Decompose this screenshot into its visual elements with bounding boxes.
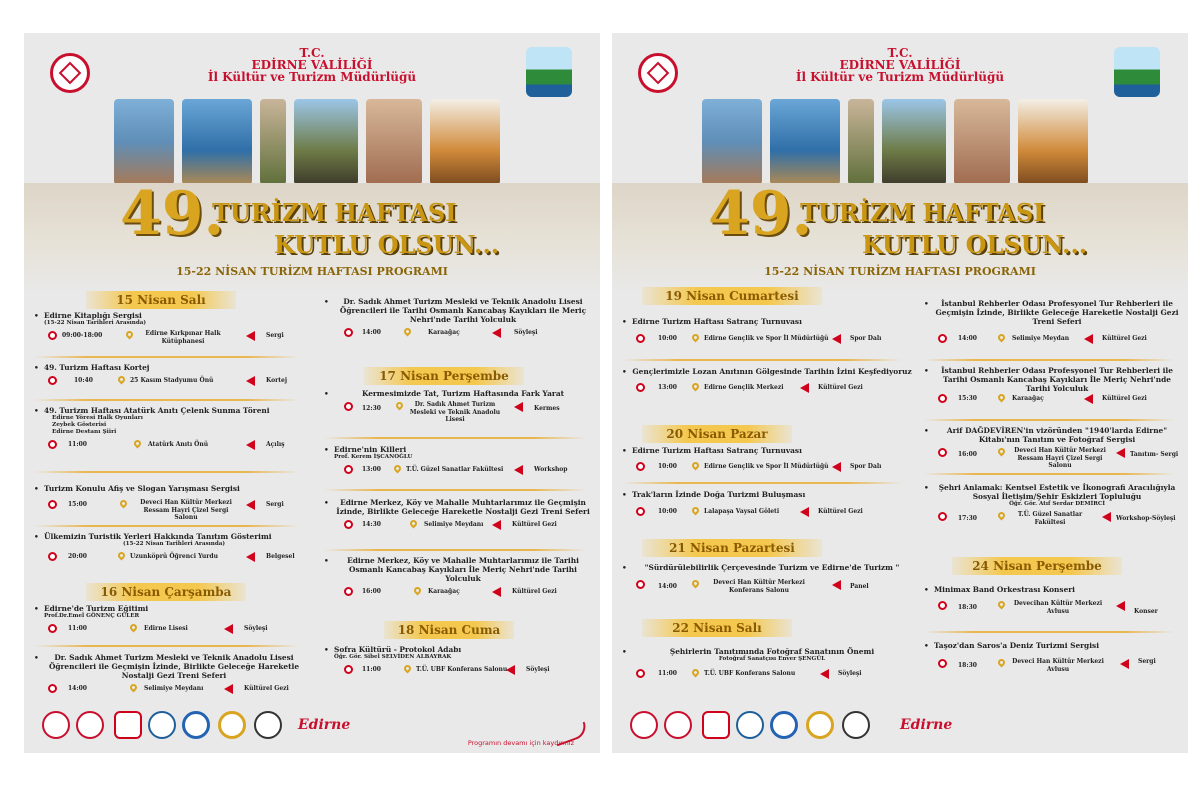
clock-icon	[636, 383, 645, 392]
edition-number: 49.	[120, 179, 225, 249]
event-item	[324, 556, 592, 606]
event-location: 25 Kasım Stadyumu Önü	[130, 377, 214, 384]
event-item	[324, 445, 592, 484]
megaphone-icon	[514, 402, 523, 412]
event-title: • 49. Turizm Haftası Atatürk Anıtı Çelenk Sunma Töreni	[34, 406, 304, 415]
clock-icon	[344, 665, 353, 674]
divider	[924, 473, 1174, 475]
event-item	[622, 446, 912, 481]
clock-icon	[636, 334, 645, 343]
ministry-emblem-icon	[42, 711, 70, 739]
event-item	[324, 297, 592, 347]
edirne-municipality-logo	[114, 711, 142, 739]
event-type: Konser	[1134, 608, 1158, 615]
event-location: T.Ü. Güzel Sanatlar Fakültesi	[1017, 511, 1083, 526]
event-type: Kültürel Gezi	[818, 508, 863, 515]
event-item	[34, 406, 304, 459]
location-pin-icon	[125, 330, 135, 340]
edirne-photo-banner	[702, 99, 1092, 185]
poster-right	[612, 33, 1188, 753]
event-item	[34, 484, 304, 519]
event-time: 09:00-18:00	[62, 332, 103, 339]
event-subtitle: (15-22 Nisan Tarihleri Arasında)	[122, 541, 226, 547]
location-pin-icon	[997, 511, 1007, 521]
event-time: 11:00	[68, 441, 87, 448]
event-title: • Edirne Kitaplığı Sergisi	[34, 311, 304, 320]
event-time: 18:30	[958, 604, 977, 611]
clock-icon	[636, 669, 645, 678]
event-location: Edirne Gençlik ve Spor İl Müdürlüğü	[704, 335, 829, 342]
event-item	[34, 532, 304, 571]
clock-icon	[636, 462, 645, 471]
megaphone-icon	[1116, 448, 1125, 458]
location-pin-icon	[133, 439, 143, 449]
event-location: Deveci Han Kültür Merkezi Avlusu	[1012, 658, 1104, 673]
location-pin-icon	[117, 375, 127, 385]
title-line-1: TURİZM HAFTASI	[800, 198, 1045, 227]
divider	[924, 359, 1174, 361]
event-time: 14:00	[68, 685, 87, 692]
seal-emblem-icon	[770, 711, 798, 739]
event-time: 14:00	[958, 335, 977, 342]
event-type: Kültürel Gezi	[818, 384, 863, 391]
location-pin-icon	[691, 461, 701, 471]
event-location: Selimiye Meydan	[1012, 335, 1070, 342]
event-item	[34, 653, 304, 703]
divider	[622, 359, 902, 361]
event-subtitle: Prof.Dr.Emel GÖNENÇ GÜLER	[44, 613, 140, 619]
event-item	[324, 389, 592, 425]
mosque-emblem-icon	[842, 711, 870, 739]
poster-header	[612, 47, 1188, 83]
megaphone-icon	[492, 328, 501, 338]
megaphone-icon	[246, 331, 255, 341]
event-time: 11:00	[658, 670, 677, 677]
event-time: 16:00	[362, 588, 381, 595]
day-header-22: 22 Nisan Salı	[642, 619, 792, 637]
divider	[34, 471, 299, 473]
megaphone-icon	[1102, 512, 1111, 522]
location-pin-icon	[691, 668, 701, 678]
divider	[34, 525, 299, 527]
event-title: • İstanbul Rehberler Odası Profesyonel Tur Rehberleri ile Geçmişin İzinde, Birlikte Geleceğe Hareketle Nostalji Gezi Treni Seferi	[924, 299, 1180, 326]
event-time: 14:30	[362, 521, 381, 528]
clock-icon	[344, 520, 353, 529]
edirne-municipality-logo	[702, 711, 730, 739]
divider	[924, 631, 1174, 633]
event-item	[324, 498, 592, 539]
event-title: • Arif DAĞDEVİREN'in vizöründen "1940'larda Edirne" Kitabı'nın Tanıtım ve Fotoğraf Sergisi	[924, 426, 1180, 444]
event-title: • "Sürdürülebilirlik Çerçevesinde Turizm ve Edirne'de Turizm "	[622, 563, 912, 572]
event-type: Sergi	[266, 501, 284, 508]
clock-icon	[344, 402, 353, 411]
event-item	[622, 647, 912, 688]
event-location: Atatürk Anıtı Önü	[148, 441, 209, 448]
event-type: Kortej	[266, 377, 288, 384]
mosque-emblem-icon	[254, 711, 282, 739]
edirne-brand-logo: Edirne	[298, 717, 351, 733]
event-time: 10:40	[74, 377, 93, 384]
location-pin-icon	[691, 333, 701, 343]
event-type: Söyleşi	[838, 670, 862, 677]
event-time: 12:30	[362, 405, 381, 412]
event-type: Spor Dalı	[850, 335, 882, 342]
event-time: 11:00	[68, 625, 87, 632]
divider	[324, 437, 586, 439]
day-header-16: 16 Nisan Çarşamba	[86, 583, 246, 601]
poster-header	[24, 47, 600, 83]
day-header-15: 15 Nisan Salı	[86, 291, 236, 309]
event-time: 18:30	[958, 662, 977, 669]
divider	[924, 419, 1174, 421]
event-time: 10:00	[658, 463, 677, 470]
event-location: Edirne Lisesi	[144, 625, 188, 632]
event-title: • Turizm Konulu Afiş ve Slogan Yarışması Sergisi	[34, 484, 304, 493]
divider	[324, 489, 586, 491]
event-type: Söyleşi	[526, 666, 550, 673]
event-location: T.Ü. Güzel Sanatlar Fakültesi	[406, 466, 504, 473]
clock-icon	[48, 500, 57, 509]
clock-icon	[344, 328, 353, 337]
school-emblem-icon	[806, 711, 834, 739]
event-title: • Edirne Turizm Haftası Satranç Turnuvası	[622, 446, 912, 455]
event-time: 15:30	[958, 395, 977, 402]
megaphone-icon	[1120, 659, 1129, 669]
event-location: Karaağaç	[1012, 395, 1044, 402]
event-location: Deveci Han Kültür Merkezi Konferans Salonu	[713, 579, 805, 594]
day-header-21: 21 Nisan Pazartesi	[642, 539, 822, 557]
bridge-emblem-icon	[148, 711, 176, 739]
event-title: • Şehirlerin Tanıtımında Fotoğraf Sanatının Önemi	[622, 647, 912, 656]
location-pin-icon	[409, 519, 419, 529]
event-time: 13:00	[362, 466, 381, 473]
event-title: • Edirne'nin Killeri	[324, 445, 592, 454]
school-emblem-icon	[218, 711, 246, 739]
event-type: Workshop-Söyleşi	[1116, 515, 1176, 522]
poster-left	[24, 33, 600, 753]
megaphone-icon	[800, 383, 809, 393]
location-pin-icon	[129, 683, 139, 693]
event-location: Lalapaşa Vaysal Göleti	[704, 508, 780, 515]
location-pin-icon	[117, 551, 127, 561]
megaphone-icon	[1084, 394, 1093, 404]
event-time: 14:00	[658, 583, 677, 590]
divider	[324, 549, 586, 551]
ministry-emblem-icon	[630, 711, 658, 739]
megaphone-icon	[246, 552, 255, 562]
event-time: 20:00	[68, 553, 87, 560]
event-item	[34, 604, 304, 643]
event-item	[34, 311, 304, 350]
event-location: Karaağaç	[428, 588, 460, 595]
event-type: Workshop	[534, 466, 568, 473]
location-pin-icon	[997, 600, 1007, 610]
event-location: Uzunköprü Öğrenci Yurdu	[130, 553, 218, 560]
program-title: 15-22 NİSAN TURİZM HAFTASI PROGRAMI	[176, 265, 448, 278]
event-type: Panel	[850, 583, 869, 590]
event-title: • Dr. Sadık Ahmet Turizm Mesleki ve Teknik Anadolu Lisesi Öğrencileri ile Tarihi Osmanlı Kancabaş Kayıkları ile Meriç Nehri'nde Tarihi Yolculuk	[324, 297, 592, 324]
header-tc: T.C.	[887, 46, 913, 60]
event-type: Kültürel Gezi	[1102, 395, 1147, 402]
event-item	[924, 299, 1180, 353]
event-location: Dr. Sadık Ahmet Turizm Mesleki ve Teknik Anadolu Lisesi	[409, 401, 501, 423]
event-location: Selimiye Meydanı	[424, 521, 484, 528]
location-pin-icon	[413, 586, 423, 596]
clock-icon	[636, 580, 645, 589]
event-time: 15:00	[68, 501, 87, 508]
governorship-logo	[526, 47, 572, 97]
event-title: • İstanbul Rehberler Odası Profesyonel Tur Rehberleri ile Tarihi Osmanlı Kancabaş Kayıkları İle Meriç Nehri'nde Tarihi Yolculuk	[924, 366, 1180, 393]
university-emblem-icon	[664, 711, 692, 739]
location-pin-icon	[997, 333, 1007, 343]
event-time: 11:00	[362, 666, 381, 673]
clock-icon	[344, 465, 353, 474]
location-pin-icon	[691, 382, 701, 392]
event-type: Tanıtım- Sergi	[1130, 451, 1179, 458]
edirne-photo-banner	[114, 99, 504, 185]
megaphone-icon	[224, 684, 233, 694]
event-location: Devecihan Kültür Merkezi Avlusu	[1013, 600, 1103, 615]
megaphone-icon	[514, 465, 523, 475]
sponsor-logos	[630, 707, 1170, 749]
event-title: • Edirne Turizm Haftası Satranç Turnuvası	[622, 317, 912, 326]
event-item	[924, 641, 1180, 682]
edition-number: 49.	[708, 179, 813, 249]
event-item	[622, 317, 912, 353]
clock-icon	[938, 601, 947, 610]
divider	[34, 356, 299, 358]
location-pin-icon	[997, 447, 1007, 457]
header-governorship: EDİRNE VALİLİĞİ	[251, 58, 373, 72]
clock-icon	[938, 394, 947, 403]
event-item	[622, 563, 912, 603]
event-type: Kermes	[534, 405, 560, 412]
day-header-17: 17 Nisan Perşembe	[364, 367, 524, 385]
event-title: • Edirne Merkez, Köy ve Mahalle Muhtarlarımız ile Geçmişin İzinde, Birlikte Geleceğe Hareketle Nostalji Gezi Treni Seferi	[324, 498, 592, 516]
event-location: T.Ü. UBF Konferans Salonu	[416, 666, 508, 673]
event-location: T.Ü. UBF Konferans Salonu	[704, 670, 796, 677]
location-pin-icon	[997, 393, 1007, 403]
megaphone-icon	[1116, 601, 1125, 611]
clock-icon	[48, 684, 57, 693]
event-title: • Edirne Merkez, Köy ve Mahalle Muhtarlarımız ile Tarihi Osmanlı Kancabaş Kayıkları İle Meriç Nehri'nde Tarihi Yolculuk	[324, 556, 592, 583]
megaphone-icon	[800, 507, 809, 517]
megaphone-icon	[820, 669, 829, 679]
event-item	[622, 367, 912, 402]
location-pin-icon	[393, 464, 403, 474]
megaphone-icon	[492, 587, 501, 597]
program-title: 15-22 NİSAN TURİZM HAFTASI PROGRAMI	[764, 265, 1036, 278]
header-directorate: İl Kültür ve Turizm Müdürlüğü	[207, 70, 417, 84]
event-subtitle: (15-22 Nisan Tarihleri Arasında)	[44, 320, 147, 326]
location-pin-icon	[997, 658, 1007, 668]
location-pin-icon	[691, 579, 701, 589]
event-title: • Sofra Kültürü - Protokol Adabı	[324, 645, 592, 654]
event-title: • Ülkemizin Turistik Yerleri Hakkında Tanıtım Gösterimi	[34, 532, 304, 541]
event-type: Kültürel Gezi	[1102, 335, 1147, 342]
event-type: Kültürel Gezi	[244, 685, 289, 692]
event-item	[924, 483, 1180, 535]
clock-icon	[938, 659, 947, 668]
megaphone-icon	[246, 440, 255, 450]
event-location: Deveci Han Kültür Merkezi Ressam Hayri Çizel Sergi Salonu	[1014, 447, 1106, 469]
event-item	[324, 645, 592, 684]
bridge-emblem-icon	[736, 711, 764, 739]
day-header-18: 18 Nisan Cuma	[384, 621, 514, 639]
event-title: • Minimax Band Orkestrası Konseri	[924, 585, 1180, 594]
event-location: Selimiye Meydanı	[144, 685, 204, 692]
location-pin-icon	[403, 664, 413, 674]
day-header-19: 19 Nisan Cumartesi	[642, 287, 822, 305]
event-type: Açılış	[266, 441, 285, 448]
event-bullet: Edirne Yöresi Halk Oyunları	[52, 415, 143, 421]
location-pin-icon	[403, 327, 413, 337]
clock-icon	[48, 376, 57, 385]
megaphone-icon	[832, 580, 841, 590]
clock-icon	[48, 331, 57, 340]
clock-icon	[344, 587, 353, 596]
event-time: 10:00	[658, 335, 677, 342]
event-location: Karaağaç	[428, 329, 460, 336]
edirne-brand-logo: Edirne	[900, 717, 953, 733]
event-subtitle: Prof. Kerem İŞCANOĞLU	[334, 454, 413, 460]
event-item	[622, 490, 912, 526]
event-location: Edirne Gençlik Merkezi	[704, 384, 784, 391]
megaphone-icon	[1084, 334, 1093, 344]
event-title: • Gençlerimizle Lozan Anıtının Gölgesinde Tarihin İzini Keşfediyoruz	[622, 367, 912, 376]
seal-emblem-icon	[182, 711, 210, 739]
event-time: 13:00	[658, 384, 677, 391]
location-pin-icon	[691, 506, 701, 516]
event-type: Kültürel Gezi	[512, 588, 557, 595]
day-header-24: 24 Nisan Perşembe	[952, 557, 1122, 575]
day-header-20: 20 Nisan Pazar	[642, 425, 792, 443]
event-type: Belgesel	[266, 553, 295, 560]
header-tc: T.C.	[299, 46, 325, 60]
clock-icon	[48, 624, 57, 633]
event-time: 14:00	[362, 329, 381, 336]
clock-icon	[636, 507, 645, 516]
governorship-logo	[1114, 47, 1160, 97]
event-item	[924, 366, 1180, 413]
megaphone-icon	[506, 665, 515, 675]
continue-note: Programın devamı için kaydırınız	[467, 739, 574, 747]
event-title: • Trak'ların İzinde Doğa Turizmi Buluşması	[622, 490, 912, 499]
event-type: Spor Dalı	[850, 463, 882, 470]
event-item	[924, 426, 1180, 471]
event-title: • Edirne'de Turizm Eğitimi	[34, 604, 304, 613]
title-line-2: KUTLU OLSUN...	[862, 230, 1088, 259]
event-item	[34, 363, 304, 395]
megaphone-icon	[492, 520, 501, 530]
megaphone-icon	[246, 500, 255, 510]
megaphone-icon	[832, 334, 841, 344]
event-type: Sergi	[266, 332, 284, 339]
title-line-2: KUTLU OLSUN...	[274, 230, 500, 259]
event-bullet: Edirne Destanı Şiiri	[52, 429, 117, 435]
event-bullet: Zeybek Gösterisi	[52, 422, 107, 428]
event-title: • Dr. Sadık Ahmet Turizm Mesleki ve Teknik Anadolu Lisesi Öğrencileri ile Geçmişin İzinde, Birlikte Geleceğe Hareketle Nostalji Gezi Treni Seferi	[34, 653, 304, 680]
event-time: 17:30	[958, 515, 977, 522]
megaphone-icon	[224, 624, 233, 634]
clock-icon	[938, 448, 947, 457]
clock-icon	[48, 440, 57, 449]
event-subtitle: Öğr. Gör. Atıf Serdar DEMİRCİ	[1009, 501, 1105, 507]
title-line-1: TURİZM HAFTASI	[212, 198, 457, 227]
event-title: • Kermesimizde Tat, Turizm Haftasında Fark Yarat	[324, 389, 592, 398]
event-type: Sergi	[1138, 658, 1156, 665]
event-type: Söyleşi	[514, 329, 538, 336]
event-title: • Şehri Anlamak: Kentsel Estetik ve İkonografi Aracılığıyla Sosyal İletişim/Şehir Eskizleri Topluluğu	[924, 483, 1180, 501]
location-pin-icon	[129, 623, 139, 633]
location-pin-icon	[119, 499, 129, 509]
event-location: Edirne Kırkpınar Halk Kütüphanesi	[145, 330, 221, 345]
divider	[34, 399, 299, 401]
event-location: Edirne Gençlik ve Spor İl Müdürlüğü	[704, 463, 829, 470]
event-title: • Taşoz'dan Saros'a Deniz Turizmi Sergisi	[924, 641, 1180, 650]
event-type: Söyleşi	[244, 625, 268, 632]
event-location: Deveci Han Kültür Merkezi Ressam Hayri Çizel Sergi Salonu	[140, 499, 232, 521]
header-governorship: EDİRNE VALİLİĞİ	[839, 58, 961, 72]
clock-icon	[48, 552, 57, 561]
location-pin-icon	[395, 401, 405, 411]
event-time: 16:00	[958, 451, 977, 458]
divider	[34, 645, 299, 647]
clock-icon	[938, 512, 947, 521]
event-item	[924, 585, 1180, 624]
megaphone-icon	[832, 462, 841, 472]
clock-icon	[938, 334, 947, 343]
megaphone-icon	[246, 376, 255, 386]
event-subtitle: Öğr. Gör. Sibel SELVİDEN ALBAYRAK	[334, 654, 452, 660]
event-type: Kültürel Gezi	[512, 521, 557, 528]
event-time: 10:00	[658, 508, 677, 515]
university-emblem-icon	[76, 711, 104, 739]
header-directorate: İl Kültür ve Turizm Müdürlüğü	[795, 70, 1005, 84]
event-title: • 49. Turizm Haftası Kortej	[34, 363, 304, 372]
divider	[622, 482, 902, 484]
event-subtitle: Fotoğraf Sanatçısı Enver ŞENGÜL	[718, 656, 826, 662]
